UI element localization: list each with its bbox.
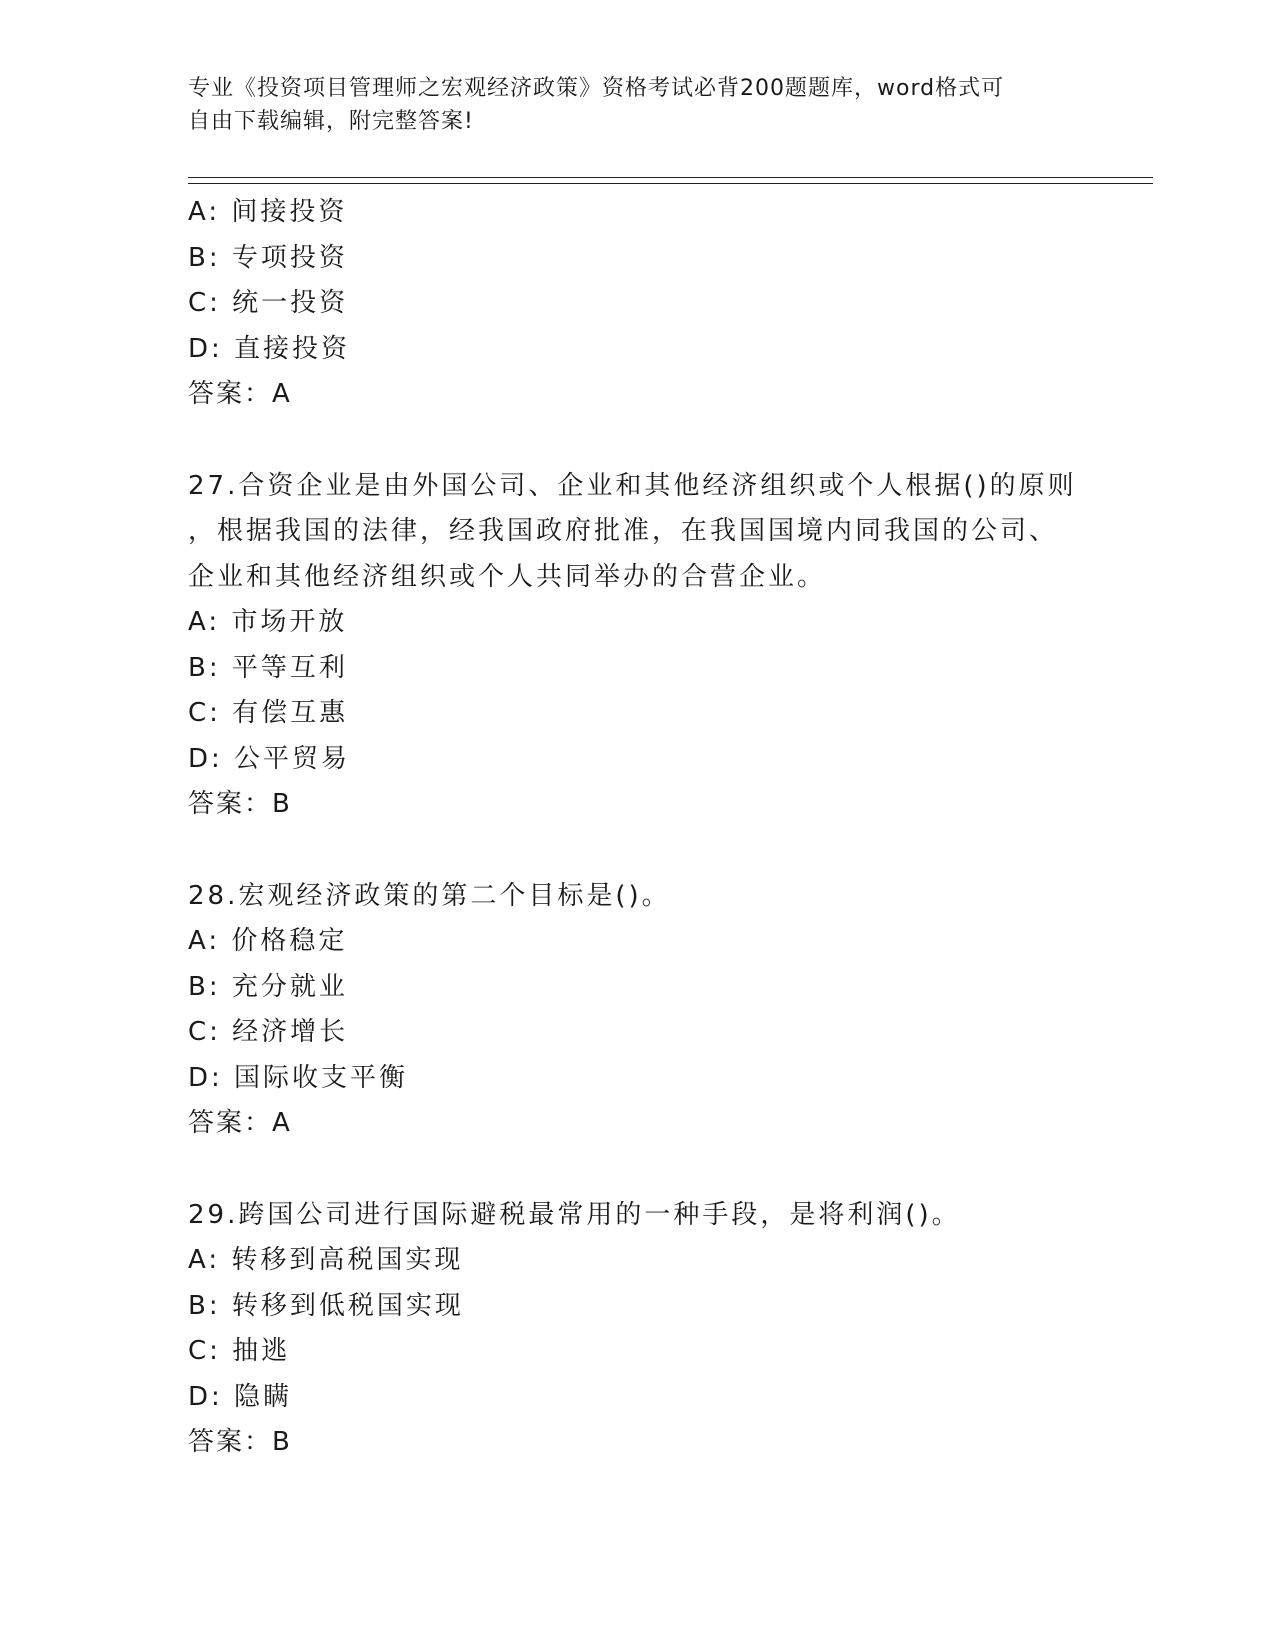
option-a: A: 转移到高税国实现 [188,1245,464,1275]
question-list [188,190,1088,1466]
option-b: B: 转移到低税国实现 [188,1290,464,1321]
option-b: B: 充分就业 [188,971,348,1002]
spacer [188,1147,1088,1193]
question-block-29 [188,1193,1088,1466]
option-c: C: 经济增长 [188,1017,349,1047]
question-stem-line-1: 29.跨国公司进行国际避税最常用的一种手段，是将利润()。 [188,1199,961,1230]
option-c: C: 有偿互惠 [188,698,349,728]
option-c: C: 抽逃 [188,1336,291,1366]
question-block-26 [188,190,1088,418]
question-stem-line-1: 27.合资企业是由外国公司、企业和其他经济组织或个人根据()的原则 [188,470,1077,501]
header-line-2: 自由下载编辑，附完整答案! [188,109,474,134]
spacer [188,418,1088,464]
option-b: B: 平等互利 [188,652,348,683]
answer-line: 答案：A [188,379,292,409]
option-a: A: 市场开放 [188,607,348,637]
option-d: D: 公平贸易 [188,743,351,774]
question-stem-line-3: 企业和其他经济组织或个人共同举办的合营企业。 [188,561,827,592]
answer-line: 答案：A [188,1108,292,1138]
option-d: D: 隐瞒 [188,1381,293,1412]
question-stem-line-1: 28.宏观经济政策的第二个目标是()。 [188,880,671,911]
answer-line: 答案：B [188,789,292,819]
option-d: D: 直接投资 [188,333,351,364]
page-header [188,72,1068,138]
question-stem-line-2: ，根据我国的法律，经我国政府批准，在我国国境内同我国的公司、 [188,516,1059,546]
header-rule-top [188,177,1153,178]
question-block-27 [188,464,1088,828]
option-a: A: 价格稳定 [188,926,348,956]
answer-line: 答案：B [188,1427,292,1457]
spacer [188,828,1088,874]
option-b: B: 专项投资 [188,242,348,273]
question-block-28 [188,874,1088,1147]
option-c: C: 统一投资 [188,288,349,318]
header-line-1: 专业《投资项目管理师之宏观经济政策》资格考试必背200题题库，word格式可 [188,76,1005,101]
option-d: D: 国际收支平衡 [188,1062,409,1093]
option-a: A: 间接投资 [188,197,348,227]
header-rule-bottom [188,183,1153,184]
